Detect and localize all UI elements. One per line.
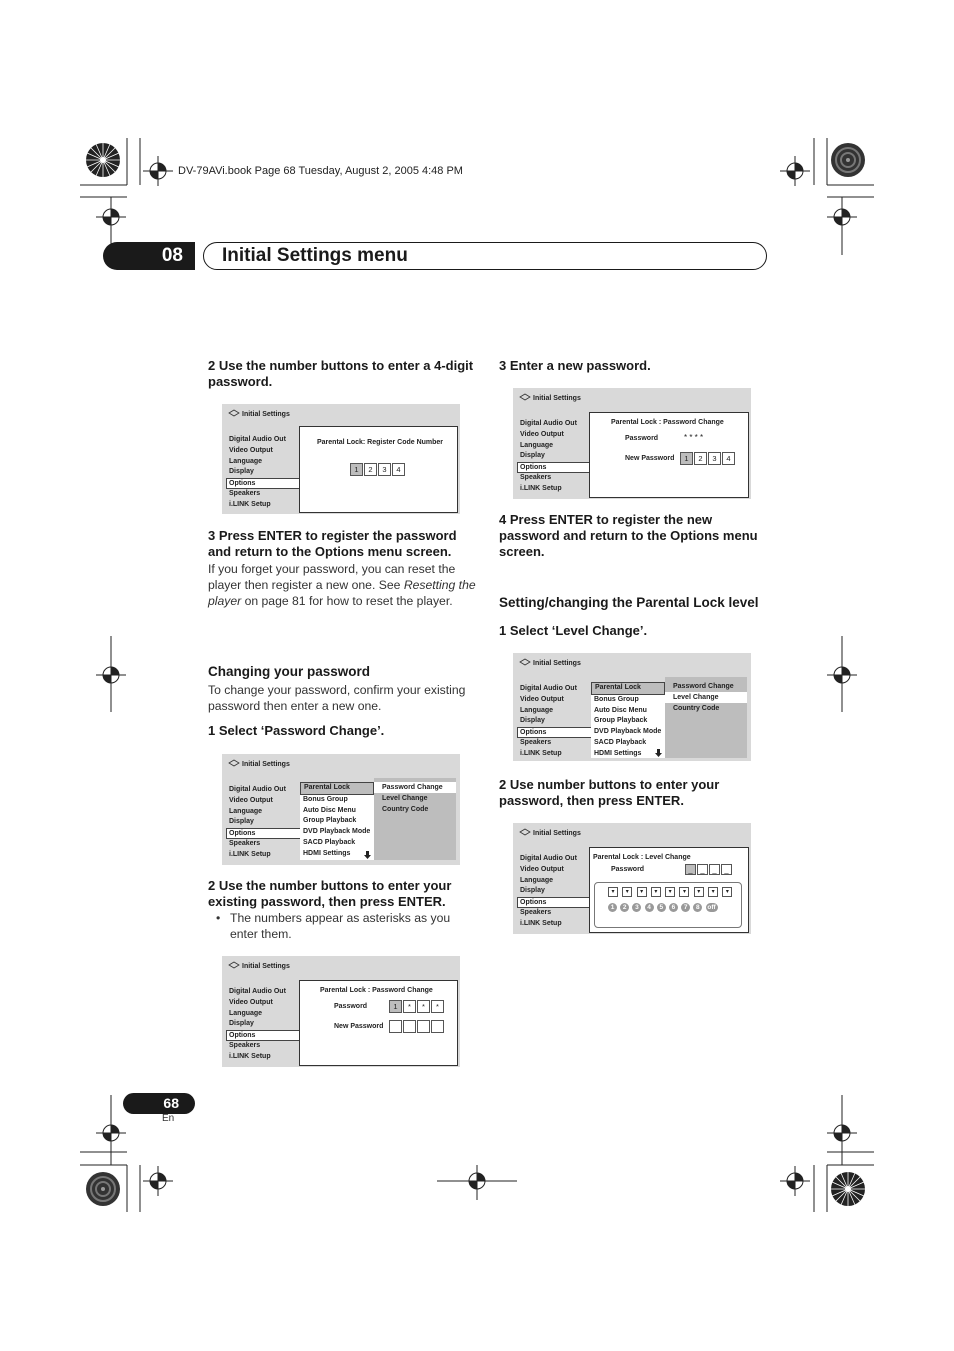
parental-lock-submenu — [665, 677, 747, 758]
new-password-label: New Password — [625, 455, 675, 462]
side-item-level-change[interactable]: Level Change — [382, 795, 428, 802]
starburst-mark-icon — [830, 1171, 866, 1207]
lock-level-icon: ▾ — [679, 887, 689, 897]
register-panel — [299, 426, 458, 513]
side-item-password-change[interactable]: Password Change — [374, 782, 456, 793]
submenu-item[interactable]: DVD Playback Mode — [303, 828, 371, 836]
options-submenu — [300, 782, 374, 860]
reset-player-link[interactable]: Resetting the player — [208, 578, 476, 608]
digit-box: 2 — [694, 452, 707, 465]
book-header: DV-79AVi.book Page 68 Tuesday, August 2, 2005 4:48 PM — [178, 165, 463, 177]
screen-title: Initial Settings — [533, 660, 581, 667]
bullet-dot: • — [216, 911, 221, 925]
settings-menu — [519, 684, 591, 760]
menu-item[interactable]: i.LINK Setup — [520, 919, 562, 927]
menu-item[interactable]: Video Output — [229, 796, 273, 804]
menu-item[interactable]: Speakers — [229, 490, 261, 498]
level-4[interactable]: 4 — [645, 903, 654, 912]
starburst-mark-icon — [85, 142, 121, 178]
digit-box: 2 — [364, 463, 377, 476]
registration-mark-icon — [143, 1166, 173, 1196]
chapter-title: Initial Settings menu — [222, 245, 408, 266]
menu-item-selected[interactable]: Options — [226, 478, 302, 489]
menu-item[interactable]: Language — [229, 807, 263, 815]
password-change-panel — [589, 412, 749, 498]
registration-mark-icon — [462, 1166, 492, 1196]
screen-title: Initial Settings — [533, 830, 581, 837]
digit-box: 1 — [389, 1000, 402, 1013]
menu-item[interactable]: i.LINK Setup — [229, 850, 271, 858]
screen-level-change — [513, 823, 751, 934]
settings-menu — [228, 785, 300, 861]
digit-box: _ — [709, 864, 720, 875]
level-number-row — [608, 903, 721, 912]
level-2[interactable]: 2 — [620, 903, 629, 912]
disc-icon — [228, 409, 240, 418]
submenu-item[interactable]: SACD Playback — [303, 838, 356, 846]
digit-box: 1 — [350, 463, 363, 476]
menu-item-selected[interactable]: Options — [226, 1030, 302, 1041]
lock-level-icon: ▾ — [708, 887, 718, 897]
menu-item[interactable]: i.LINK Setup — [520, 484, 562, 492]
side-item-level-change[interactable]: Level Change — [665, 692, 747, 703]
panel-heading: Parental Lock : Level Change — [593, 854, 691, 861]
digit-box: * — [417, 1000, 430, 1013]
menu-item[interactable]: Video Output — [520, 695, 564, 703]
digit-box — [389, 1020, 402, 1033]
digit-box: 3 — [708, 452, 721, 465]
menu-item[interactable]: Display — [520, 717, 545, 725]
menu-item[interactable]: Speakers — [229, 1042, 261, 1050]
settings-menu — [228, 435, 300, 511]
menu-item[interactable]: Display — [229, 818, 254, 826]
screen-register-code — [222, 404, 460, 514]
submenu-item[interactable]: Group Playback — [303, 817, 357, 825]
level-8[interactable]: 8 — [693, 903, 702, 912]
screen-password-change-menu — [222, 754, 460, 865]
submenu-item[interactable]: Auto Disc Menu — [303, 806, 356, 814]
level-heading: Setting/changing the Parental Lock level — [499, 595, 759, 610]
registration-mark-icon — [827, 202, 857, 232]
lock-level-icon: ▾ — [637, 887, 647, 897]
new-password-label: New Password — [334, 1023, 384, 1030]
level-6[interactable]: 6 — [669, 903, 678, 912]
menu-item[interactable]: Language — [229, 1009, 263, 1017]
digit-box: 1 — [680, 452, 693, 465]
change-step-2: 2 Use the number buttons to enter your existing password, then press ENTER. — [208, 878, 452, 909]
chapter-number: 08 — [103, 242, 195, 270]
lock-level-icon: ▾ — [694, 887, 704, 897]
note-text: If you forget your password, you can reset the player then register a new one. See — [208, 562, 456, 592]
forgot-password-note — [208, 561, 476, 609]
menu-item-selected[interactable]: Options — [517, 462, 593, 473]
lock-level-icon: ▾ — [665, 887, 675, 897]
menu-item[interactable]: Digital Audio Out — [520, 855, 577, 862]
panel-heading: Parental Lock : Password Change — [611, 419, 724, 426]
screen-level-change-menu — [513, 653, 751, 761]
page-language: En — [162, 1113, 175, 1124]
submenu-item-parental-lock[interactable]: Parental Lock — [591, 682, 665, 695]
submenu-item[interactable]: Auto Disc Menu — [594, 706, 647, 714]
lock-level-icon: ▾ — [722, 887, 732, 897]
menu-item[interactable]: Speakers — [229, 840, 261, 848]
panel-heading: Parental Lock : Password Change — [320, 987, 433, 994]
submenu-item[interactable]: DVD Playback Mode — [594, 728, 662, 736]
menu-item[interactable]: Digital Audio Out — [229, 786, 286, 793]
registration-mark-icon — [827, 1118, 857, 1148]
level-arrow-row — [608, 887, 737, 897]
menu-item[interactable]: Language — [520, 441, 554, 449]
screen-title: Initial Settings — [242, 411, 290, 418]
level-1[interactable]: 1 — [608, 903, 617, 912]
panel-heading: Parental Lock: Register Code Number — [317, 439, 444, 446]
disc-icon — [519, 828, 531, 837]
screen-title: Initial Settings — [533, 395, 581, 402]
screen-new-password — [513, 388, 751, 499]
menu-item[interactable]: Display — [520, 452, 545, 460]
password-masked: * * * * — [684, 433, 704, 442]
submenu-item[interactable]: Bonus Group — [303, 795, 348, 803]
new-password-input[interactable] — [680, 452, 736, 465]
password-label: Password — [334, 1003, 368, 1010]
level-5[interactable]: 5 — [657, 903, 666, 912]
digit-box — [403, 1020, 416, 1033]
menu-item-selected[interactable]: Options — [517, 897, 593, 908]
menu-item[interactable]: i.LINK Setup — [229, 1052, 271, 1060]
digit-box: _ — [685, 864, 696, 875]
change-step-1: 1 Select ‘Password Change’. — [208, 723, 385, 738]
side-item-country-code[interactable]: Country Code — [382, 806, 429, 813]
level-off[interactable]: off — [707, 904, 716, 911]
changing-password-body: To change your password, confirm your existing password then enter a new one. — [208, 683, 466, 713]
digit-box: _ — [721, 864, 732, 875]
step-2-instruction: 2 Use the number buttons to enter a 4-digit password. — [208, 358, 474, 389]
scroll-down-icon[interactable] — [364, 851, 371, 859]
scroll-down-icon[interactable] — [655, 749, 662, 757]
password-input[interactable] — [685, 864, 733, 875]
menu-item[interactable]: Video Output — [229, 998, 273, 1006]
menu-item[interactable]: Digital Audio Out — [229, 436, 286, 443]
menu-item[interactable]: Video Output — [520, 865, 564, 873]
submenu-item[interactable]: SACD Playback — [594, 738, 647, 746]
settings-menu — [519, 854, 591, 930]
menu-item-selected[interactable]: Options — [517, 727, 593, 738]
level-step-2: 2 Use number buttons to enter your password, then press ENTER. — [499, 777, 720, 808]
password-change-panel — [299, 980, 458, 1066]
bullet-text: The numbers appear as asterisks as you enter them. — [230, 911, 451, 941]
digit-box: _ — [697, 864, 708, 875]
menu-item[interactable]: Video Output — [520, 430, 564, 438]
menu-item[interactable]: i.LINK Setup — [229, 500, 271, 508]
menu-item[interactable]: Display — [520, 887, 545, 895]
password-label: Password — [611, 866, 645, 873]
settings-menu — [228, 987, 300, 1063]
level-step-1: 1 Select ‘Level Change’. — [499, 623, 648, 638]
menu-item[interactable]: Speakers — [520, 739, 552, 747]
code-digits[interactable] — [350, 463, 406, 476]
menu-item[interactable]: Display — [229, 1020, 254, 1028]
starburst-mark-icon — [85, 1171, 121, 1207]
level-selector[interactable] — [594, 882, 742, 928]
starburst-mark-icon — [830, 142, 866, 178]
screen-title: Initial Settings — [242, 761, 290, 768]
level-7[interactable]: 7 — [681, 903, 690, 912]
registration-mark-icon — [96, 202, 126, 232]
lock-level-icon: ▾ — [608, 887, 618, 897]
submenu-item[interactable]: HDMI Settings — [303, 849, 351, 857]
asterisk-bullet — [216, 910, 478, 942]
page-number: 68 — [123, 1093, 195, 1114]
disc-icon — [228, 961, 240, 970]
options-submenu — [591, 682, 665, 758]
registration-mark-icon — [96, 1118, 126, 1148]
changing-password-heading: Changing your password — [208, 664, 371, 679]
level-change-panel — [589, 847, 749, 933]
screen-title: Initial Settings — [242, 963, 290, 970]
parental-lock-submenu — [374, 778, 456, 860]
lock-level-icon: ▾ — [651, 887, 661, 897]
side-item-country-code[interactable]: Country Code — [673, 705, 720, 712]
submenu-item-parental-lock[interactable]: Parental Lock — [300, 782, 374, 795]
menu-item[interactable]: Speakers — [520, 909, 552, 917]
menu-item[interactable]: Digital Audio Out — [229, 988, 286, 995]
submenu-item[interactable]: HDMI Settings — [594, 749, 642, 757]
digit-box: 3 — [378, 463, 391, 476]
digit-box: 4 — [722, 452, 735, 465]
menu-item-selected[interactable]: Options — [226, 828, 302, 839]
digit-box: * — [431, 1000, 444, 1013]
disc-icon — [519, 658, 531, 667]
side-item-password-change[interactable]: Password Change — [673, 683, 734, 690]
disc-icon — [228, 759, 240, 768]
menu-item[interactable]: Digital Audio Out — [520, 420, 577, 427]
digit-box — [417, 1020, 430, 1033]
settings-menu — [519, 419, 591, 495]
menu-item[interactable]: Display — [229, 468, 254, 476]
menu-item[interactable]: Video Output — [229, 446, 273, 454]
password-input[interactable] — [389, 1000, 445, 1013]
registration-mark-icon — [780, 1166, 810, 1196]
menu-item[interactable]: Language — [520, 706, 554, 714]
submenu-item[interactable]: Bonus Group — [594, 695, 639, 703]
submenu-item[interactable]: Group Playback — [594, 717, 648, 725]
menu-item[interactable]: Digital Audio Out — [520, 685, 577, 692]
new-password-step-4: 4 Press ENTER to register the new password and return to the Options menu screen. — [499, 512, 758, 559]
disc-icon — [519, 393, 531, 402]
digit-box: 4 — [392, 463, 405, 476]
password-label: Password — [625, 435, 659, 442]
note-text: on page 81 for how to reset the player. — [241, 594, 453, 608]
lock-level-icon: ▾ — [622, 887, 632, 897]
step-3-instruction: 3 Press ENTER to register the password and return to the Options menu screen. — [208, 528, 457, 559]
screen-existing-password — [222, 956, 460, 1067]
digit-box — [431, 1020, 444, 1033]
new-password-step-3: 3 Enter a new password. — [499, 358, 651, 373]
registration-mark-icon — [143, 156, 173, 186]
digit-box: * — [403, 1000, 416, 1013]
chapter-title-box — [203, 242, 767, 270]
registration-mark-icon — [827, 660, 857, 690]
level-3[interactable]: 3 — [632, 903, 641, 912]
menu-item[interactable]: Language — [229, 457, 263, 465]
menu-item[interactable]: Language — [520, 876, 554, 884]
registration-mark-icon — [780, 156, 810, 186]
new-password-input[interactable] — [389, 1020, 445, 1033]
menu-item[interactable]: i.LINK Setup — [520, 749, 562, 757]
menu-item[interactable]: Speakers — [520, 474, 552, 482]
registration-mark-icon — [96, 660, 126, 690]
